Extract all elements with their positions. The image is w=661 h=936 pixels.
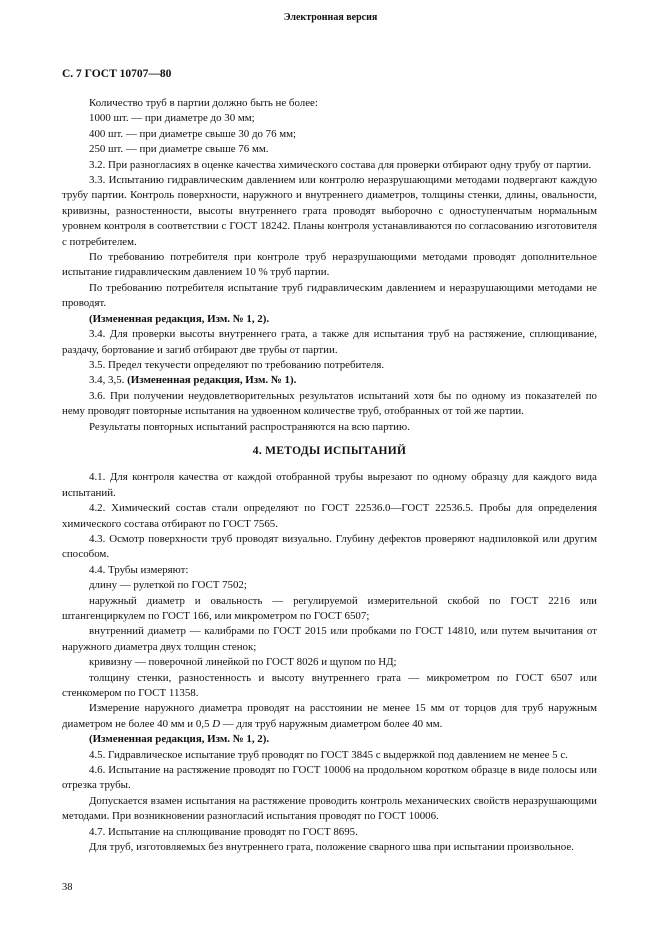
clause-3-6: 3.6. При получении неудовлетворительных результатов испытаний хотя бы по одному из показателей по нему проводят повторные испытания на удвоенном количестве труб, отобранных от той же партии. [62,389,597,418]
measure-note [62,701,597,732]
page-number: 38 [62,882,73,893]
clause-4-7: 4.7. Испытание на сплющивание проводят по ГОСТ 8695. [89,825,358,838]
paragraph: Допускается взамен испытания на растяжение проводить контроль механических свойств неразрушающими методами. При возникновении разногласий испытания проводят по ГОСТ 10006. [62,794,597,823]
measure-item: кривизну — поверочной линейкой по ГОСТ 8026 и щупом по НД; [89,656,397,669]
paragraph: По требованию потребителя испытание труб гидравлическим давлением и неразрушающими методами не проводят. [62,281,597,310]
clause-3-2: 3.2. При разногласиях в оценке качества химического состава для проверки отбирают одну трубу от партии. [89,158,592,171]
amendment-note: (Измененная редакция, Изм. № 1, 2). [89,733,270,746]
measure-item: наружный диаметр и овальность — регулируемой измерительной скобой по ГОСТ 2216 или штангенциркулем по ГОСТ 166, или микрометром по ГОСТ 6507; [62,594,597,622]
clause-4-5: 4.5. Гидравлическое испытание труб проводят по ГОСТ 3845 с выдержкой под давлением не менее 5 с. [89,748,568,761]
clause-3-4: 3.4. Для проверки высоты внутреннего грата, а также для испытания труб на растяжение, сплющивание, раздачу, бортование и загиб отбирают две трубы от партии. [62,328,597,356]
text-part: — для труб наружным диаметром более 40 мм. [220,717,443,730]
header-electronic-version: Электронная версия [283,12,378,23]
document-body [62,96,597,856]
list-item: 250 шт. — при диаметре свыше 76 мм. [89,143,269,156]
section-heading: 4. МЕТОДЫ ИСПЫТАНИЙ [252,444,407,457]
paragraph: Для труб, изготовляемых без внутреннего грата, положение сварного шва при испытании произвольное. [89,841,574,854]
clause-4-2: 4.2. Химический состав стали определяют по ГОСТ 22536.0—ГОСТ 22536.5. Пробы для определения химического состава отбирают по ГОСТ 7565. [62,502,597,530]
clause-3-5: 3.5. Предел текучести определяют по требованию потребителя. [89,358,385,371]
clause-ref: 3.4, 3,5. [89,374,128,387]
text-part: Измерение наружного диаметра проводят на расстоянии не менее 15 мм от торцов для труб наружным диаметром не более 40 мм и 0,5 [62,702,597,730]
clause-4-1: 4.1. Для контроля качества от каждой отобранной трубы вырезают по одному образцу для каждого вида испытаний. [62,471,597,499]
paragraph: Результаты повторных испытаний распространяются на всю партию. [89,420,410,433]
paragraph: Количество труб в партии должно быть не более: [89,97,318,109]
clause-4-6: 4.6. Испытание на растяжение проводят по ГОСТ 10006 на продольном коротком образце в виде полосы или отрезка трубы. [62,764,597,792]
clause-3-3: 3.3. Испытанию гидравлическим давлением или контролю неразрушающими методами подвергают каждую трубу партии. Контроль поверхности, наружного и внутреннего диаметров, толщины стенки, длины, овальности, кривизны, разностенности, высоты внутреннего грата проводят выборочно с одноступенчатым нормальным уровнем контроля в соответствии с ГОСТ 18242. Планы контроля устанавливаются по согласованию изготовителя с потребителем. [62,174,597,248]
paragraph: По требованию потребителя при контроле труб неразрушающими методами проводят дополнительное испытание гидравлическим давлением 10 % труб партии. [62,251,597,279]
clause-4-4: 4.4. Трубы измеряют: [89,563,189,576]
amendment-line [62,373,597,388]
standard-reference: С. 7 ГОСТ 10707—80 [62,68,172,80]
measure-item: длину — рулеткой по ГОСТ 7502; [89,579,247,592]
list-item: 1000 шт. — при диаметре до 30 мм; [89,112,255,125]
clause-4-3: 4.3. Осмотр поверхности труб проводят визуально. Глубину дефектов проверяют надпиловкой или другим способом. [62,532,597,561]
amendment-note: (Измененная редакция, Изм. № 1, 2). [89,312,270,325]
variable-d: D [212,717,221,730]
measure-item: внутренний диаметр — калибрами по ГОСТ 2015 или пробками по ГОСТ 14810, или путем вычитания от наружного диаметра двух толщин стенок; [62,625,597,653]
amendment-note: (Измененная редакция, Изм. № 1). [127,374,297,387]
measure-item: толщину стенки, разностенность и высоту внутреннего грата — микрометром по ГОСТ 6507 или стенкомером по ГОСТ 11358. [62,671,597,700]
list-item: 400 шт. — при диаметре свыше 30 до 76 мм; [89,127,297,140]
